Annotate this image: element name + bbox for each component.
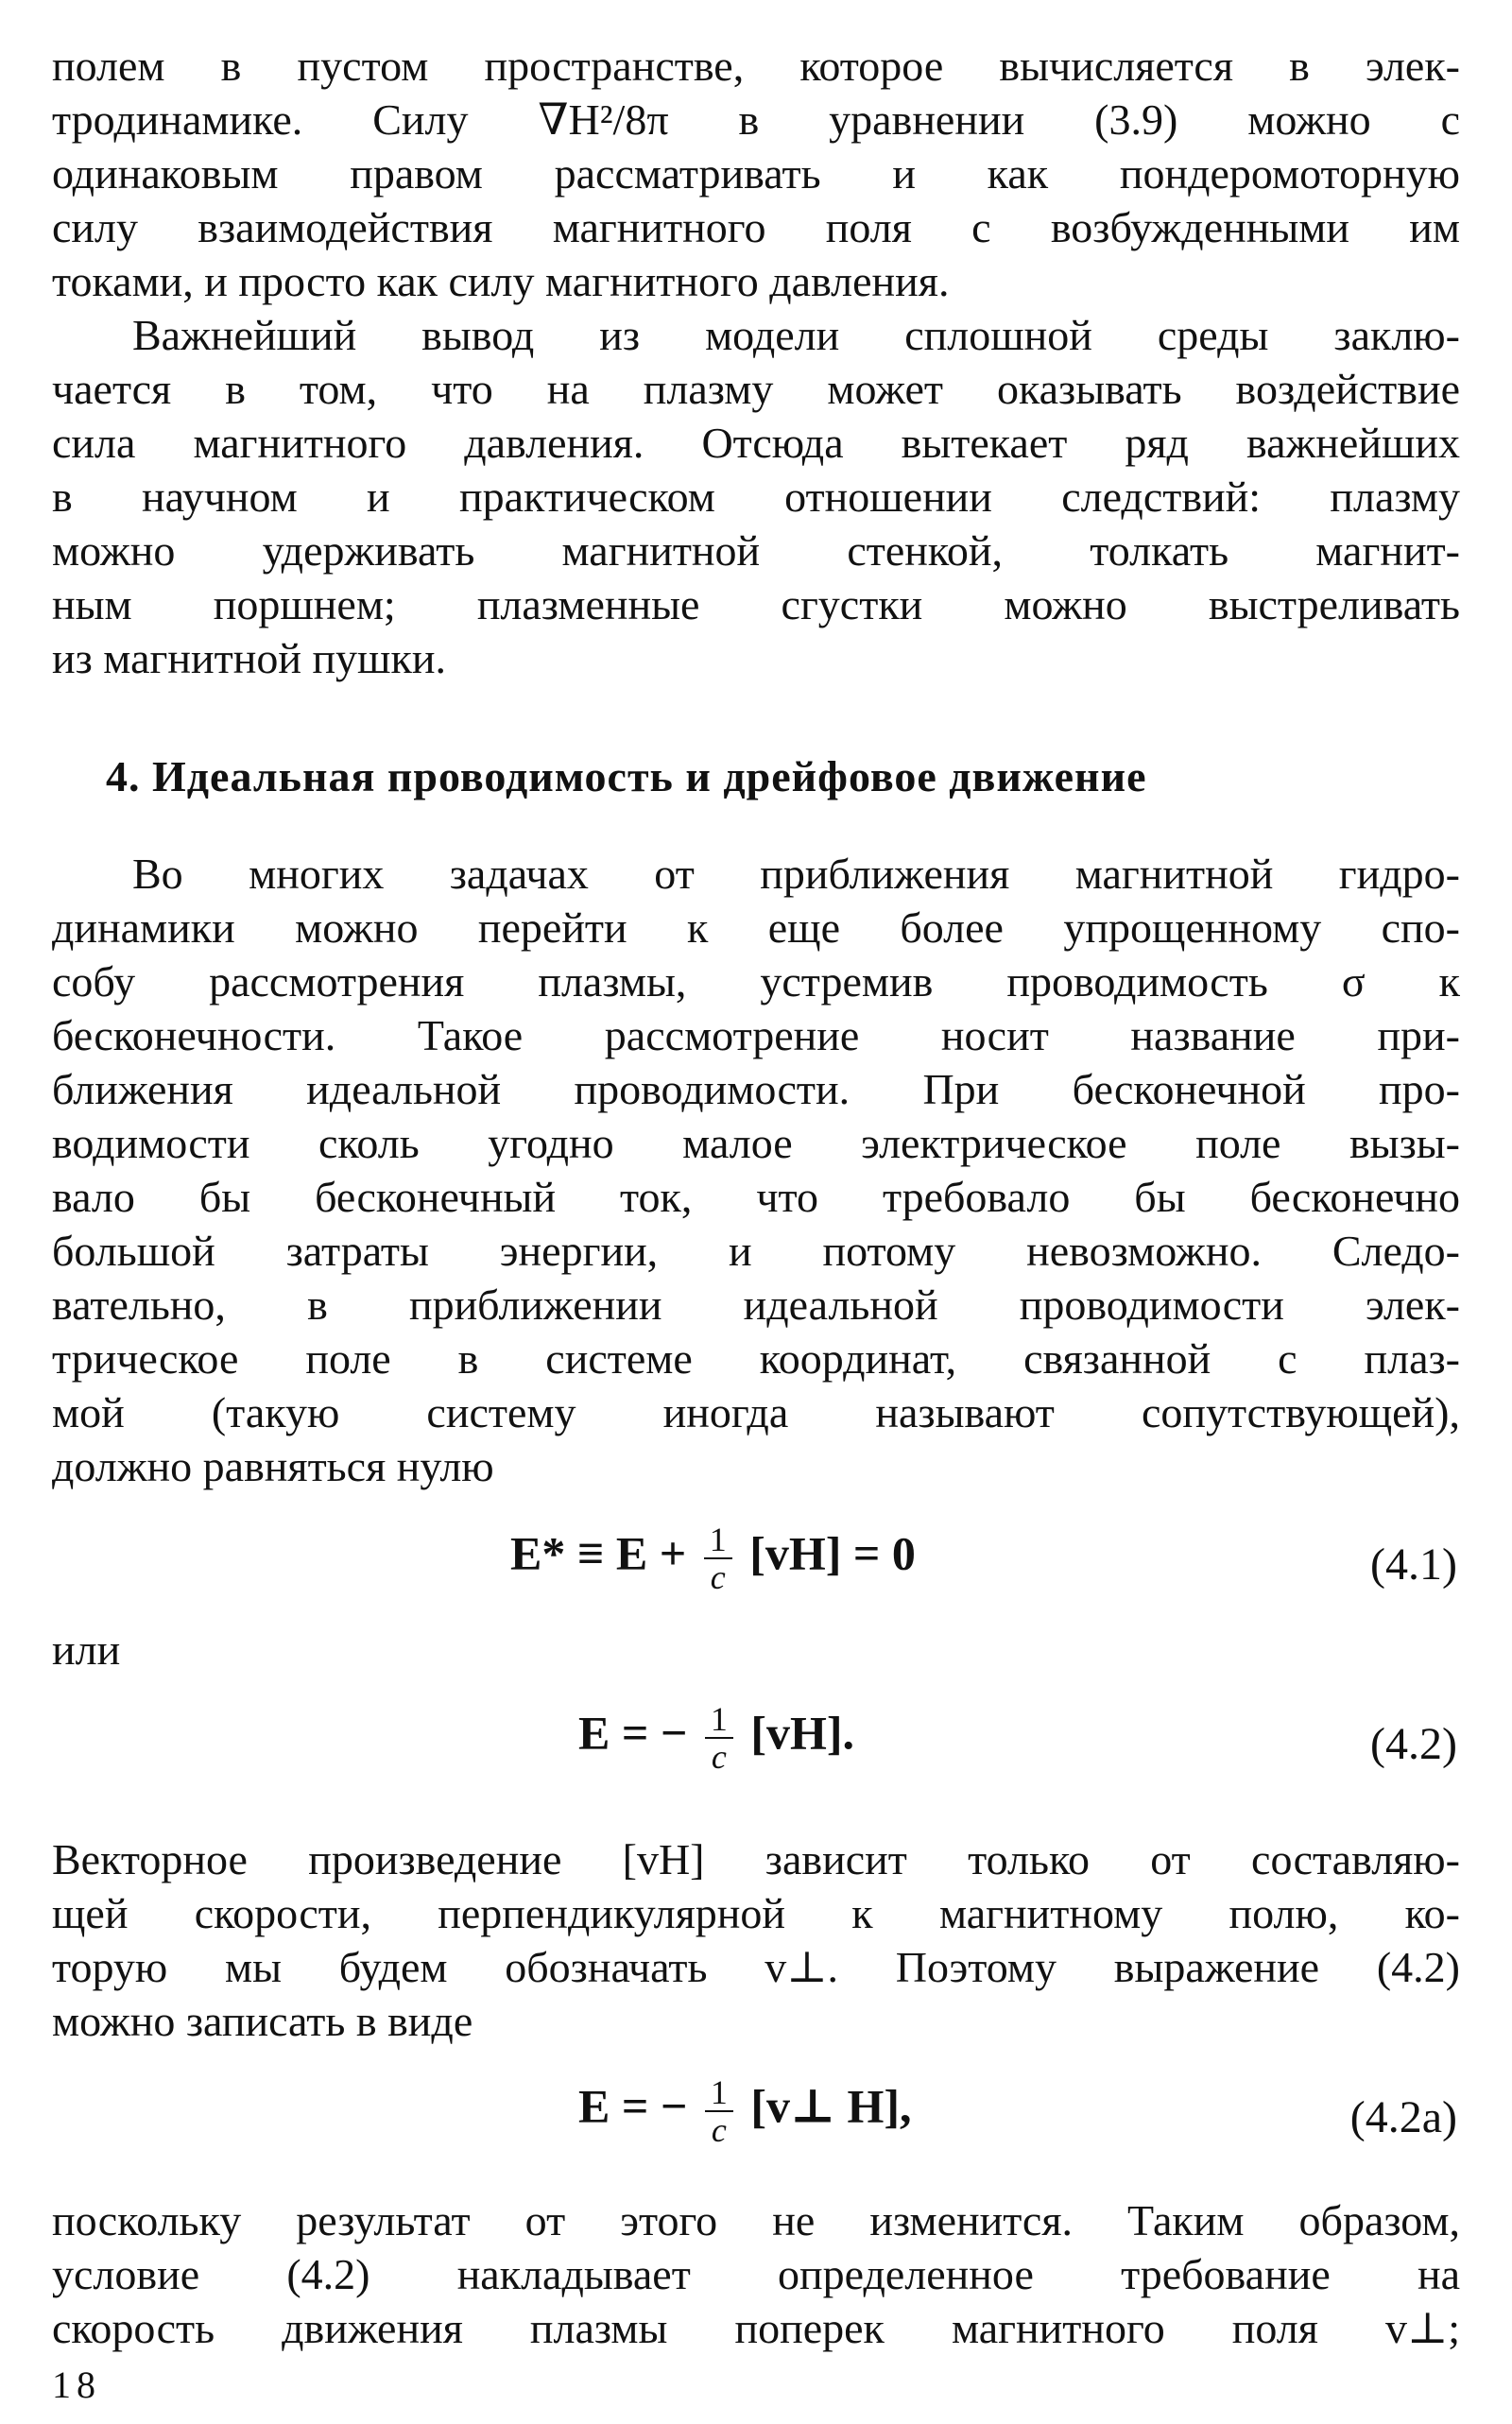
text-line: мой (такую систему иногда называют сопутствующей),	[52, 1388, 1460, 1436]
fraction-denominator: c	[710, 1558, 726, 1596]
fraction	[705, 2074, 733, 2148]
text-line: тродинамике. Силу ∇H²/8π в уравнении (3.9) можно с	[52, 95, 1460, 144]
fraction-numerator: 1	[705, 2074, 733, 2112]
text-line: бесконечности. Такое рассмотрение носит название при-	[52, 1011, 1460, 1059]
text-line: чается в том, что на плазму может оказывать воздействие	[52, 365, 1460, 413]
text-line: силу взаимодействия магнитного поля с возбужденными им	[52, 203, 1460, 251]
text-line: сила магнитного давления. Отсюда вытекает ряд важнейших	[52, 419, 1460, 467]
text-line: трическое поле в системе координат, связанной с плаз-	[52, 1334, 1460, 1383]
text-line: щей скорости, перпендикулярной к магнитному полю, ко-	[52, 1889, 1460, 1937]
text-line: одинаковым правом рассматривать и как пондеромоторную	[52, 149, 1460, 198]
text-line: собу рассмотрения плазмы, устремив проводимость σ к	[52, 957, 1460, 1006]
equation-rhs: [v⊥ H],	[738, 2079, 912, 2133]
fraction	[705, 1701, 733, 1775]
fraction	[704, 1521, 732, 1595]
text-line: водимости сколь угодно малое электрическое поле вызы-	[52, 1119, 1460, 1167]
equation-lhs: E = −	[578, 2079, 699, 2133]
equation-number: (4.1)	[1370, 1539, 1457, 1590]
text-line: торую мы будем обозначать v⊥. Поэтому выражение (4.2)	[52, 1943, 1460, 1991]
text-line: скорость движения плазмы поперек магнитного поля v⊥;	[52, 2304, 1460, 2352]
equation-number: (4.2)	[1370, 1719, 1457, 1769]
equation-4-2a	[578, 2074, 912, 2148]
text-line: поскольку результат от этого не изменится. Таким образом,	[52, 2196, 1460, 2244]
equation-rhs: [vH] = 0	[737, 1526, 916, 1580]
text-line: можно удерживать магнитной стенкой, толкать магнит-	[52, 526, 1460, 575]
fraction-denominator: c	[711, 2111, 727, 2149]
text-line: динамики можно перейти к еще более упрощенному спо-	[52, 903, 1460, 952]
text-line: вало бы бесконечный ток, что требовало бы бесконечно	[52, 1173, 1460, 1221]
text-line: вательно, в приближении идеальной проводимости элек-	[52, 1281, 1460, 1329]
text-line: можно записать в виде	[52, 1997, 473, 2045]
equation-lhs: E* ≡ E +	[510, 1526, 698, 1580]
text-line: Векторное произведение [vH] зависит только от составляю-	[52, 1835, 1460, 1883]
text-line: ным поршнем; плазменные сгустки можно выстреливать	[52, 580, 1460, 628]
section-heading: 4. Идеальная проводимость и дрейфовое движение	[106, 752, 1147, 800]
equation-rhs: [vH].	[738, 1706, 855, 1760]
text-line: большой затраты энергии, и потому невозможно. Следо-	[52, 1227, 1460, 1275]
fraction-numerator: 1	[704, 1521, 732, 1559]
fraction-numerator: 1	[705, 1701, 733, 1739]
text-line: ближения идеальной проводимости. При бесконечной про-	[52, 1065, 1460, 1113]
text-line: или	[52, 1625, 121, 1674]
text-line: из магнитной пушки.	[52, 634, 446, 682]
text-line: условие (4.2) накладывает определенное требование на	[52, 2250, 1460, 2298]
text-line: Во многих задачах от приближения магнитной гидро-	[132, 850, 1460, 898]
equation-lhs: E = −	[578, 1706, 699, 1760]
text-line: в научном и практическом отношении следствий: плазму	[52, 473, 1460, 521]
fraction-denominator: c	[711, 1738, 727, 1776]
text-line: должно равняться нулю	[52, 1442, 494, 1490]
equation-4-1	[510, 1521, 916, 1595]
equation-4-2	[578, 1701, 854, 1775]
equation-number: (4.2a)	[1349, 2092, 1457, 2142]
text-line: полем в пустом пространстве, которое вычисляется в элек-	[52, 42, 1460, 90]
text-line: токами, и просто как силу магнитного давления.	[52, 257, 950, 305]
text-line: Важнейший вывод из модели сплошной среды заклю-	[132, 311, 1460, 359]
page-number: 18	[52, 2364, 101, 2406]
